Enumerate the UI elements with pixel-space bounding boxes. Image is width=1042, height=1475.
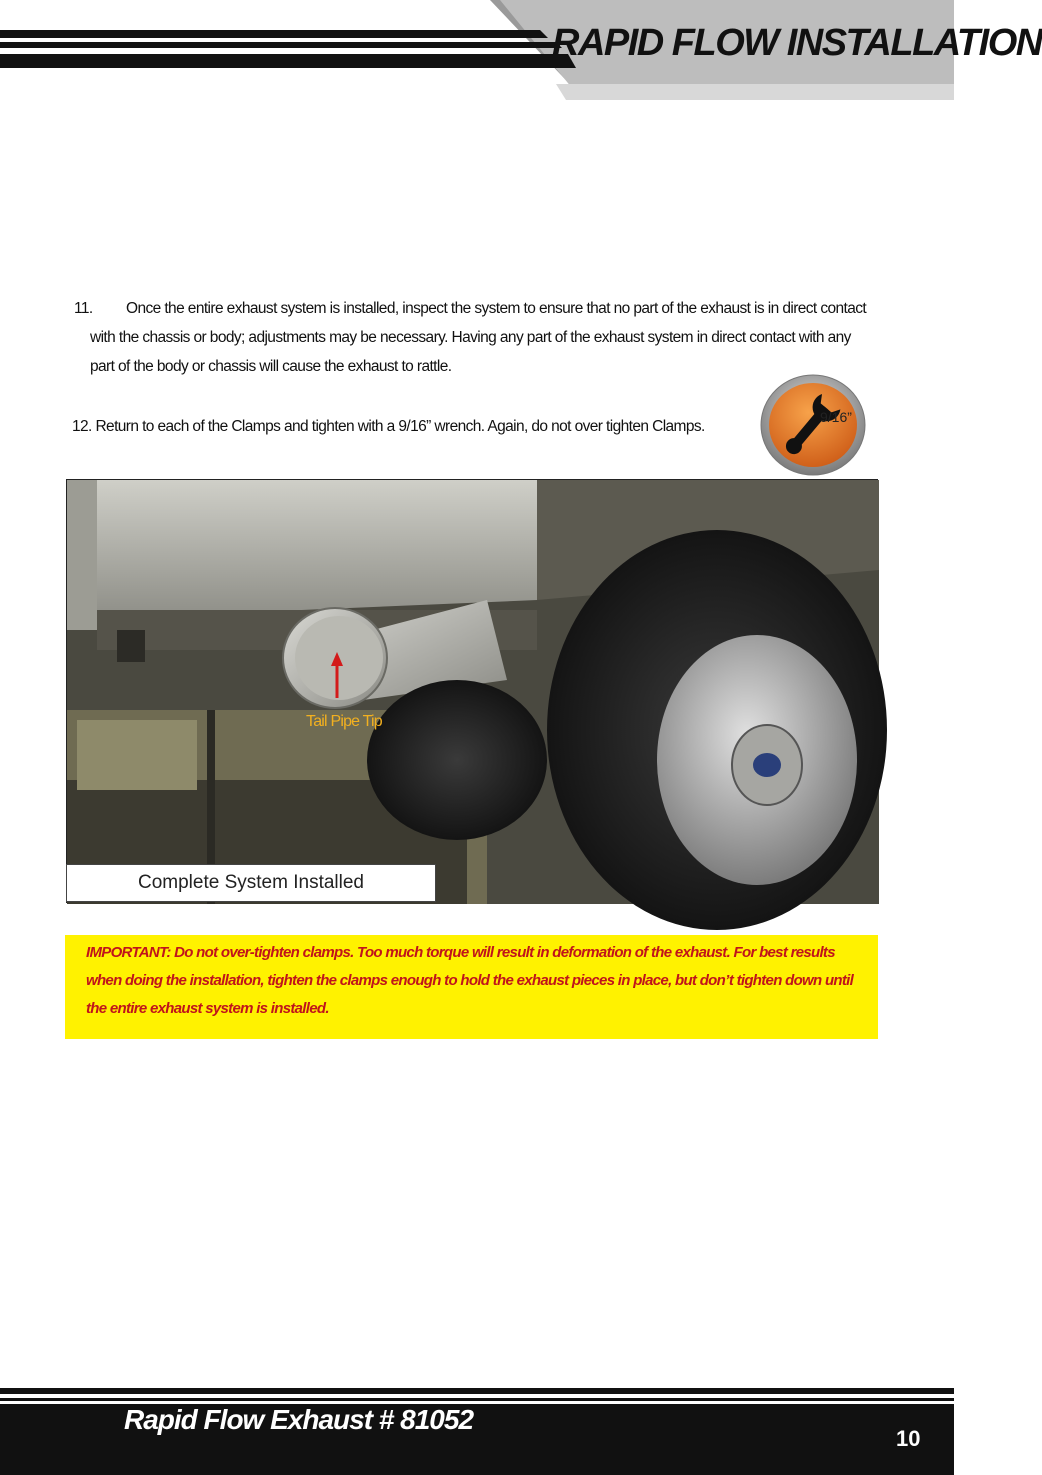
page-title: RAPID FLOW INSTALLATION — [552, 22, 1042, 64]
wrench-size-badge — [758, 372, 868, 478]
step-11-line-3: part of the body or chassis will cause the exhaust to rattle. — [90, 358, 452, 375]
wrench-size-label: 9/16” — [820, 409, 852, 425]
important-line-3: the entire exhaust system is installed. — [86, 1000, 329, 1017]
tail-pipe-tip-label: Tail Pipe Tip — [306, 713, 382, 730]
step-11-number: 11. — [74, 300, 93, 317]
step-12: 12. Return to each of the Clamps and tighten with a 9/16” wrench. Again, do not over tighten Clamps. — [72, 418, 705, 435]
footer-title: Rapid Flow Exhaust # 81052 — [124, 1404, 474, 1435]
photo-caption: Complete System Installed — [66, 864, 436, 902]
page-number: 10 — [896, 1426, 921, 1451]
step-11 — [74, 294, 884, 381]
step-11-line-2: with the chassis or body; adjustments may be necessary. Having any part of the exhaust system in direct contact with any — [90, 329, 851, 346]
important-note — [65, 935, 878, 1039]
installed-exhaust-photo — [66, 479, 878, 903]
important-line-2: when doing the installation, tighten the clamps enough to hold the exhaust pieces in place, but don’t tighten down until — [86, 972, 854, 989]
step-11-line-1: 11. Once the entire exhaust system is installed, inspect the system to ensure that no part of the exhaust is in direct contact — [74, 294, 884, 323]
important-line-1: IMPORTANT: Do not over-tighten clamps. Too much torque will result in deformation of the exhaust. For best results — [86, 944, 835, 961]
